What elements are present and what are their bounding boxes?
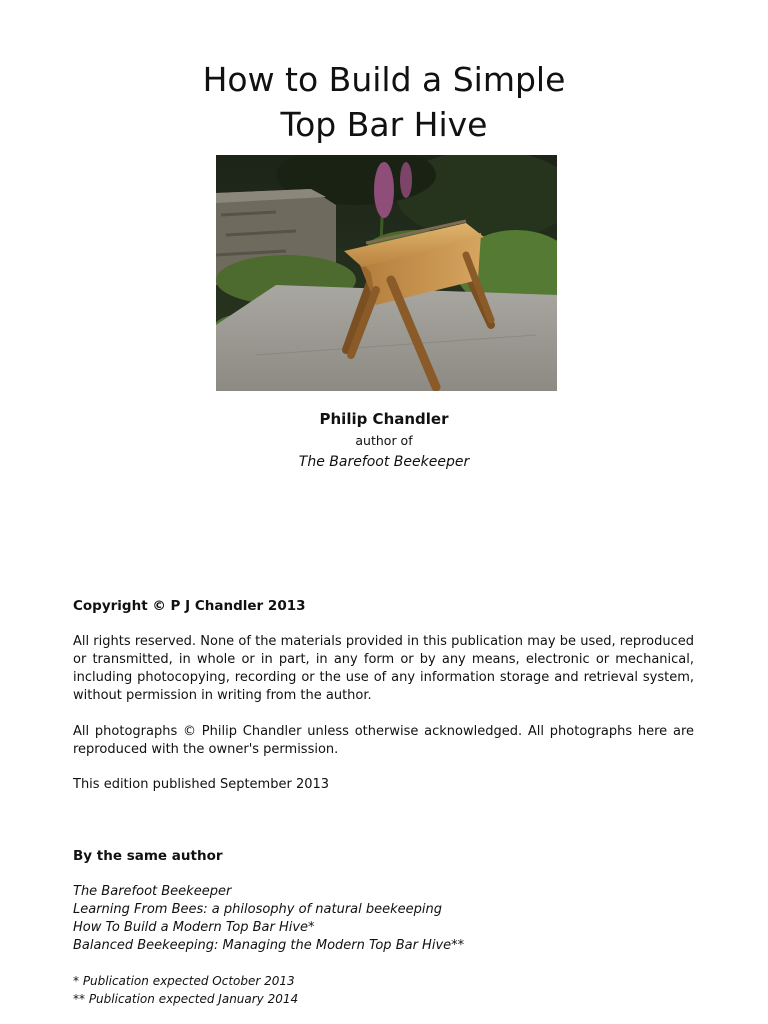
- author-block: [0, 408, 768, 472]
- title-line-1: How to Build a Simple: [202, 60, 566, 99]
- author-name: Philip Chandler: [319, 410, 449, 428]
- title-line-2: Top Bar Hive: [280, 105, 488, 144]
- copyright-heading: Copyright © P J Chandler 2013: [73, 598, 306, 614]
- list-item: The Barefoot Beekeeper: [73, 884, 232, 899]
- list-item: Learning From Bees: a philosophy of natural beekeeping: [73, 902, 442, 917]
- photographs-paragraph: All photographs © Philip Chandler unless otherwise acknowledged. All photographs here are reproduced with the owner's permission.: [73, 724, 694, 757]
- publication-notes: [73, 972, 694, 1008]
- footnote: ** Publication expected January 2014: [73, 992, 299, 1006]
- list-item: Balanced Beekeeping: Managing the Modern Top Bar Hive**: [73, 938, 465, 953]
- top-bar-hive-photo: [216, 155, 557, 391]
- same-author-book-list: [73, 883, 694, 955]
- footnote: * Publication expected October 2013: [73, 974, 295, 988]
- same-author-heading: By the same author: [73, 848, 223, 864]
- list-item: How To Build a Modern Top Bar Hive*: [73, 920, 315, 935]
- edition-line: This edition published September 2013: [73, 777, 330, 792]
- author-book-title: The Barefoot Beekeeper: [298, 454, 470, 470]
- document-title: [0, 57, 768, 147]
- rights-paragraph: All rights reserved. None of the materials provided in this publication may be used, reproduced or transmitted, in whole or in part, in any form or by any means, electronic or mechanical, including photocopying, recording or the use of any information storage and retrieval system, without permission in writing from the author.: [73, 634, 694, 703]
- author-of-label: author of: [355, 433, 413, 448]
